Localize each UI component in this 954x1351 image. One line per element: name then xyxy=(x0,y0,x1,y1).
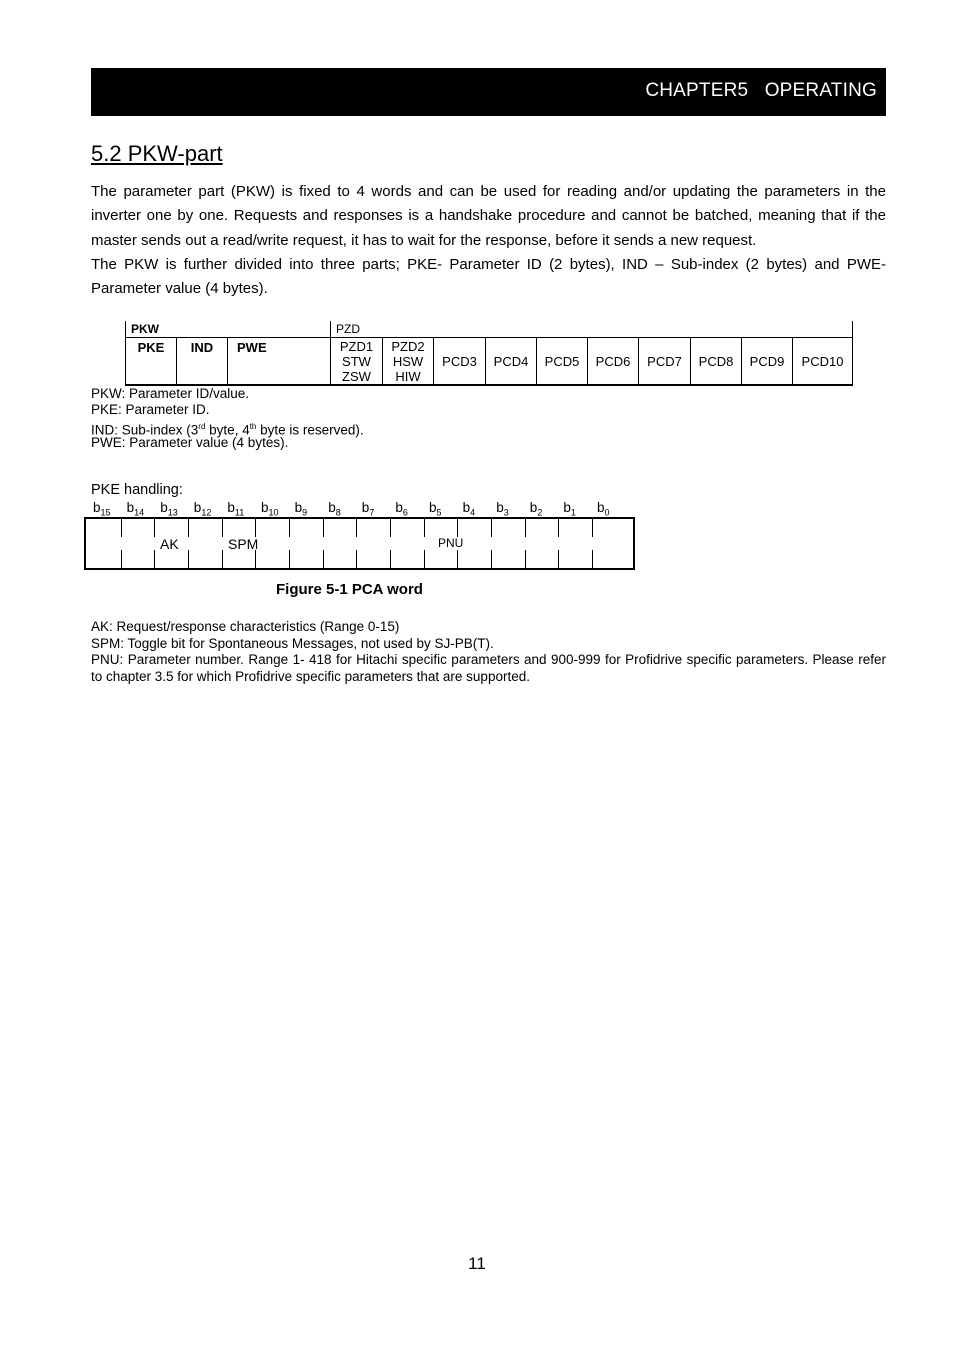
legend-pke: PKE: Parameter ID. xyxy=(91,402,210,417)
pcd10-cell: PCD10 xyxy=(801,354,844,369)
bit-divider xyxy=(356,550,357,568)
bit-label-b9: $b_9$ xyxy=(294,500,308,518)
note-spm: SPM: Toggle bit for Spontaneous Messages, not used by SJ-PB(T). xyxy=(91,635,494,651)
bit-divider xyxy=(154,550,155,568)
pke-cell: PKE xyxy=(137,340,165,355)
bit-label-b1: $b_1$ xyxy=(563,500,576,518)
bit-divider xyxy=(323,550,324,568)
ak-field-label: AK xyxy=(160,536,179,552)
chapter-title: CHAPTER5 OPERATING xyxy=(645,80,877,101)
bit-label-b6: $b_6$ xyxy=(395,500,408,518)
bit-divider xyxy=(592,519,593,537)
bit-label-b7: $b_7$ xyxy=(361,500,375,518)
bit-divider xyxy=(255,550,256,568)
bit-divider xyxy=(525,550,526,568)
pkw-group-label: PKW xyxy=(131,322,159,336)
bit-divider xyxy=(188,519,189,537)
bit-divider xyxy=(558,519,559,537)
pcd7-cell: PCD7 xyxy=(647,354,682,369)
chapter-header xyxy=(91,68,886,116)
bit-divider xyxy=(289,550,290,568)
legend-pkw: PKW: Parameter ID/value. xyxy=(91,386,250,401)
legend-ind: IND: Sub-index (3rd byte, 4th byte is reserved). xyxy=(91,422,364,438)
intro-paragraph-2: The PKW is further divided into three parts; PKE- Parameter ID (2 bytes), IND – Sub-index (2 bytes) and PWE- Parameter value (4 bytes). xyxy=(91,256,886,298)
pcd3-cell: PCD3 xyxy=(442,354,477,369)
bit-label-b12: $b_{12}$ xyxy=(193,500,212,518)
ind-cell: IND xyxy=(190,340,214,355)
figure-caption: Figure 5-1 PCA word xyxy=(276,581,423,598)
pzd2-cell: PZD2 HSW HIW xyxy=(391,339,425,384)
bit-label-b3: $b_3$ xyxy=(496,500,509,518)
bit-divider xyxy=(255,519,256,537)
pkw-pzd-table xyxy=(125,321,853,386)
bit-label-b11: $b_{11}$ xyxy=(227,500,245,518)
bit-label-b2: $b_2$ xyxy=(529,500,543,518)
pcd4-cell: PCD4 xyxy=(493,354,529,369)
bit-label-b10: $b_{10}$ xyxy=(261,500,279,518)
bit-divider xyxy=(424,519,425,537)
pcd8-cell: PCD8 xyxy=(698,354,734,369)
pcd6-cell: PCD6 xyxy=(595,354,631,369)
bit-label-b4: $b_4$ xyxy=(462,500,476,518)
page-number: 11 xyxy=(468,1254,486,1273)
bit-divider xyxy=(558,550,559,568)
section-title: 5.2 PKW-part xyxy=(91,141,223,166)
pke-bit-diagram xyxy=(84,517,635,570)
bit-divider xyxy=(592,550,593,568)
bit-divider xyxy=(222,550,223,568)
bit-divider xyxy=(390,550,391,568)
pwe-cell: PWE xyxy=(237,340,267,355)
bit-divider xyxy=(222,519,223,537)
note-ak: AK: Request/response characteristics (Range 0-15) xyxy=(91,619,400,634)
bit-divider xyxy=(356,519,357,537)
pzd1-cell: PZD1 STW ZSW xyxy=(339,339,374,384)
note-pnu: PNU: Parameter number. Range 1- 418 for Hitachi specific parameters and 900-999 for Profidrive specific parameters. Please refer to chapter 3.5 for which Profidrive specific parameters that are supported. xyxy=(91,652,886,684)
bit-label-b14: $b_{14}$ xyxy=(126,500,145,518)
bit-divider xyxy=(323,519,324,537)
pnu-field-label: PNU xyxy=(438,536,464,550)
bit-divider xyxy=(121,550,122,568)
pcd5-cell: PCD5 xyxy=(544,354,580,369)
field-notes xyxy=(91,619,886,685)
spm-field-label: SPM xyxy=(228,536,259,552)
bit-label-b13: $b_{13}$ xyxy=(160,500,178,518)
bit-divider xyxy=(491,550,492,568)
bit-label-b15: $b_{15}$ xyxy=(93,500,111,518)
legend-pwe: PWE: Parameter value (4 bytes). xyxy=(91,435,289,450)
pzd-group-label: PZD xyxy=(336,322,360,336)
bit-label-b5: $b_5$ xyxy=(429,500,442,518)
bit-label-b8: $b_8$ xyxy=(328,500,341,518)
bit-divider xyxy=(457,519,458,537)
bit-divider xyxy=(457,550,458,568)
intro-paragraph-1: The parameter part (PKW) is fixed to 4 words and can be used for reading and/or updating the parameters in the inverter one by one. Requests and responses is a handshake procedure and cannot be batched, meaning that if the master sends out a read/write request, it has to wait for the response, before it sends a new request. xyxy=(91,183,886,249)
pcd9-cell: PCD9 xyxy=(749,354,785,369)
bit-divider xyxy=(289,519,290,537)
bit-divider xyxy=(188,550,189,568)
bit-divider xyxy=(390,519,391,537)
bit-divider xyxy=(525,519,526,537)
pke-handling-title: PKE handling: xyxy=(91,482,183,498)
bit-label-b0: $b_0$ xyxy=(597,500,610,518)
bit-divider xyxy=(121,519,122,537)
bit-divider xyxy=(154,519,155,537)
bit-divider xyxy=(491,519,492,537)
bit-divider xyxy=(424,550,425,568)
